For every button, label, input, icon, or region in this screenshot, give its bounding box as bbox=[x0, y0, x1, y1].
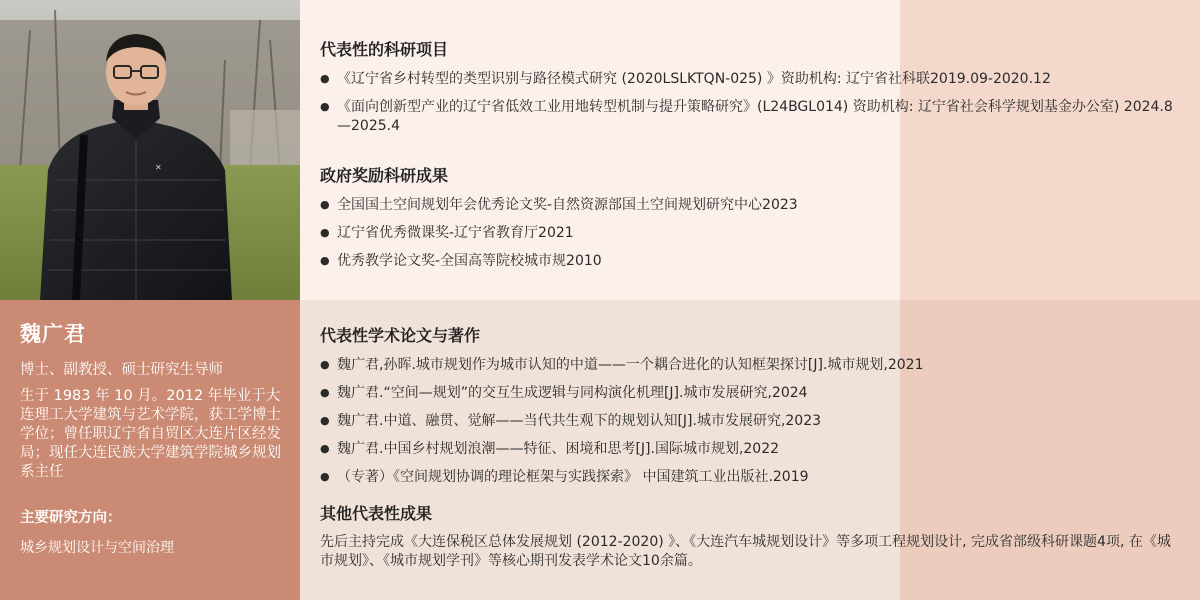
research-direction-heading: 主要研究方向： bbox=[20, 510, 122, 526]
bullet-icon: ● bbox=[320, 226, 330, 239]
bullet-icon: ● bbox=[320, 72, 330, 85]
bullet-icon: ● bbox=[320, 442, 330, 455]
profile-title: 博士、副教授、硕士研究生导师 bbox=[20, 362, 223, 378]
list-item bbox=[320, 467, 1180, 487]
list-item bbox=[320, 195, 1180, 215]
projects-list bbox=[320, 69, 1180, 136]
list-item bbox=[320, 97, 1180, 136]
list-item bbox=[320, 411, 1180, 431]
profile-bio: 生于 1983 年 10 月。2012 年毕业于大连理工大学建筑与艺术学院，获工学博士学位；曾任职辽宁省自贸区大连片区经发局；现任大连民族大学建筑学院城乡规划系主任 bbox=[20, 388, 281, 480]
portrait-photo bbox=[0, 0, 300, 300]
award-text: 辽宁省优秀微课奖-辽宁省教育厅2021 bbox=[337, 225, 574, 241]
profile-card bbox=[0, 300, 300, 600]
list-item bbox=[320, 383, 1180, 403]
list-item bbox=[320, 223, 1180, 243]
awards-section bbox=[320, 163, 1180, 279]
bullet-icon: ● bbox=[320, 358, 330, 371]
award-text: 全国国土空间规划年会优秀论文奖-自然资源部国土空间规划研究中心2023 bbox=[337, 197, 798, 213]
paper-text: 魏广君.“空间—规划”的交互生成逻辑与同构演化机理[J].城市发展研究,2024 bbox=[337, 385, 808, 401]
projects-heading: 代表性的科研项目 bbox=[320, 40, 449, 59]
award-text: 优秀教学论文奖-全国高等院校城市规2010 bbox=[337, 253, 602, 269]
paper-text: 魏广君,孙晖.城市规划作为城市认知的中道——一个耦合进化的认知框架探讨[J].城市规划,2021 bbox=[337, 357, 924, 373]
list-item bbox=[320, 355, 1180, 375]
bullet-icon: ● bbox=[320, 414, 330, 427]
papers-section bbox=[320, 323, 1180, 495]
bullet-icon: ● bbox=[320, 386, 330, 399]
papers-heading: 代表性学术论文与著作 bbox=[320, 326, 481, 345]
others-text: 先后主持完成《大连保税区总体发展规划 (2012-2020) 》、《大连汽车城规划设计》等多项工程规划设计, 完成省部级科研课题4项, 在《城市规划》、《城市规划学刊》等核心期刊发表学术论文10余篇。 bbox=[320, 534, 1171, 569]
paper-text: 魏广君.中道、融贯、觉解——当代共生观下的规划认知[J].城市发展研究,2023 bbox=[337, 413, 822, 429]
svg-text:✕: ✕ bbox=[155, 163, 162, 172]
awards-list bbox=[320, 195, 1180, 271]
awards-heading: 政府奖励科研成果 bbox=[320, 166, 449, 185]
list-item bbox=[320, 69, 1180, 89]
project-text: 《辽宁省乡村转型的类型识别与路径模式研究 (2020LSLKTQN-025) 》资助机构: 辽宁省社科联2019.09-2020.12 bbox=[337, 71, 1051, 87]
others-section bbox=[320, 501, 1180, 571]
research-direction: 城乡规划设计与空间治理 bbox=[20, 540, 174, 556]
bullet-icon: ● bbox=[320, 198, 330, 211]
project-text: 《面向创新型产业的辽宁省低效工业用地转型机制与提升策略研究》(L24BGL014) 资助机构: 辽宁省社会科学规划基金办公室) 2024.8—2025.4 bbox=[337, 99, 1173, 134]
paper-text: （专著）《空间规划协调的理论框架与实践探索》 中国建筑工业出版社.2019 bbox=[337, 469, 809, 485]
bullet-icon: ● bbox=[320, 470, 330, 483]
projects-section bbox=[320, 37, 1180, 144]
list-item bbox=[320, 439, 1180, 459]
list-item bbox=[320, 251, 1180, 271]
bullet-icon: ● bbox=[320, 254, 330, 267]
papers-list bbox=[320, 355, 1180, 487]
bullet-icon: ● bbox=[320, 100, 330, 113]
others-heading: 其他代表性成果 bbox=[320, 504, 433, 523]
profile-name: 魏广君 bbox=[20, 322, 86, 346]
paper-text: 魏广君.中国乡村规划浪潮——特征、困境和思考[J].国际城市规划,2022 bbox=[337, 441, 780, 457]
